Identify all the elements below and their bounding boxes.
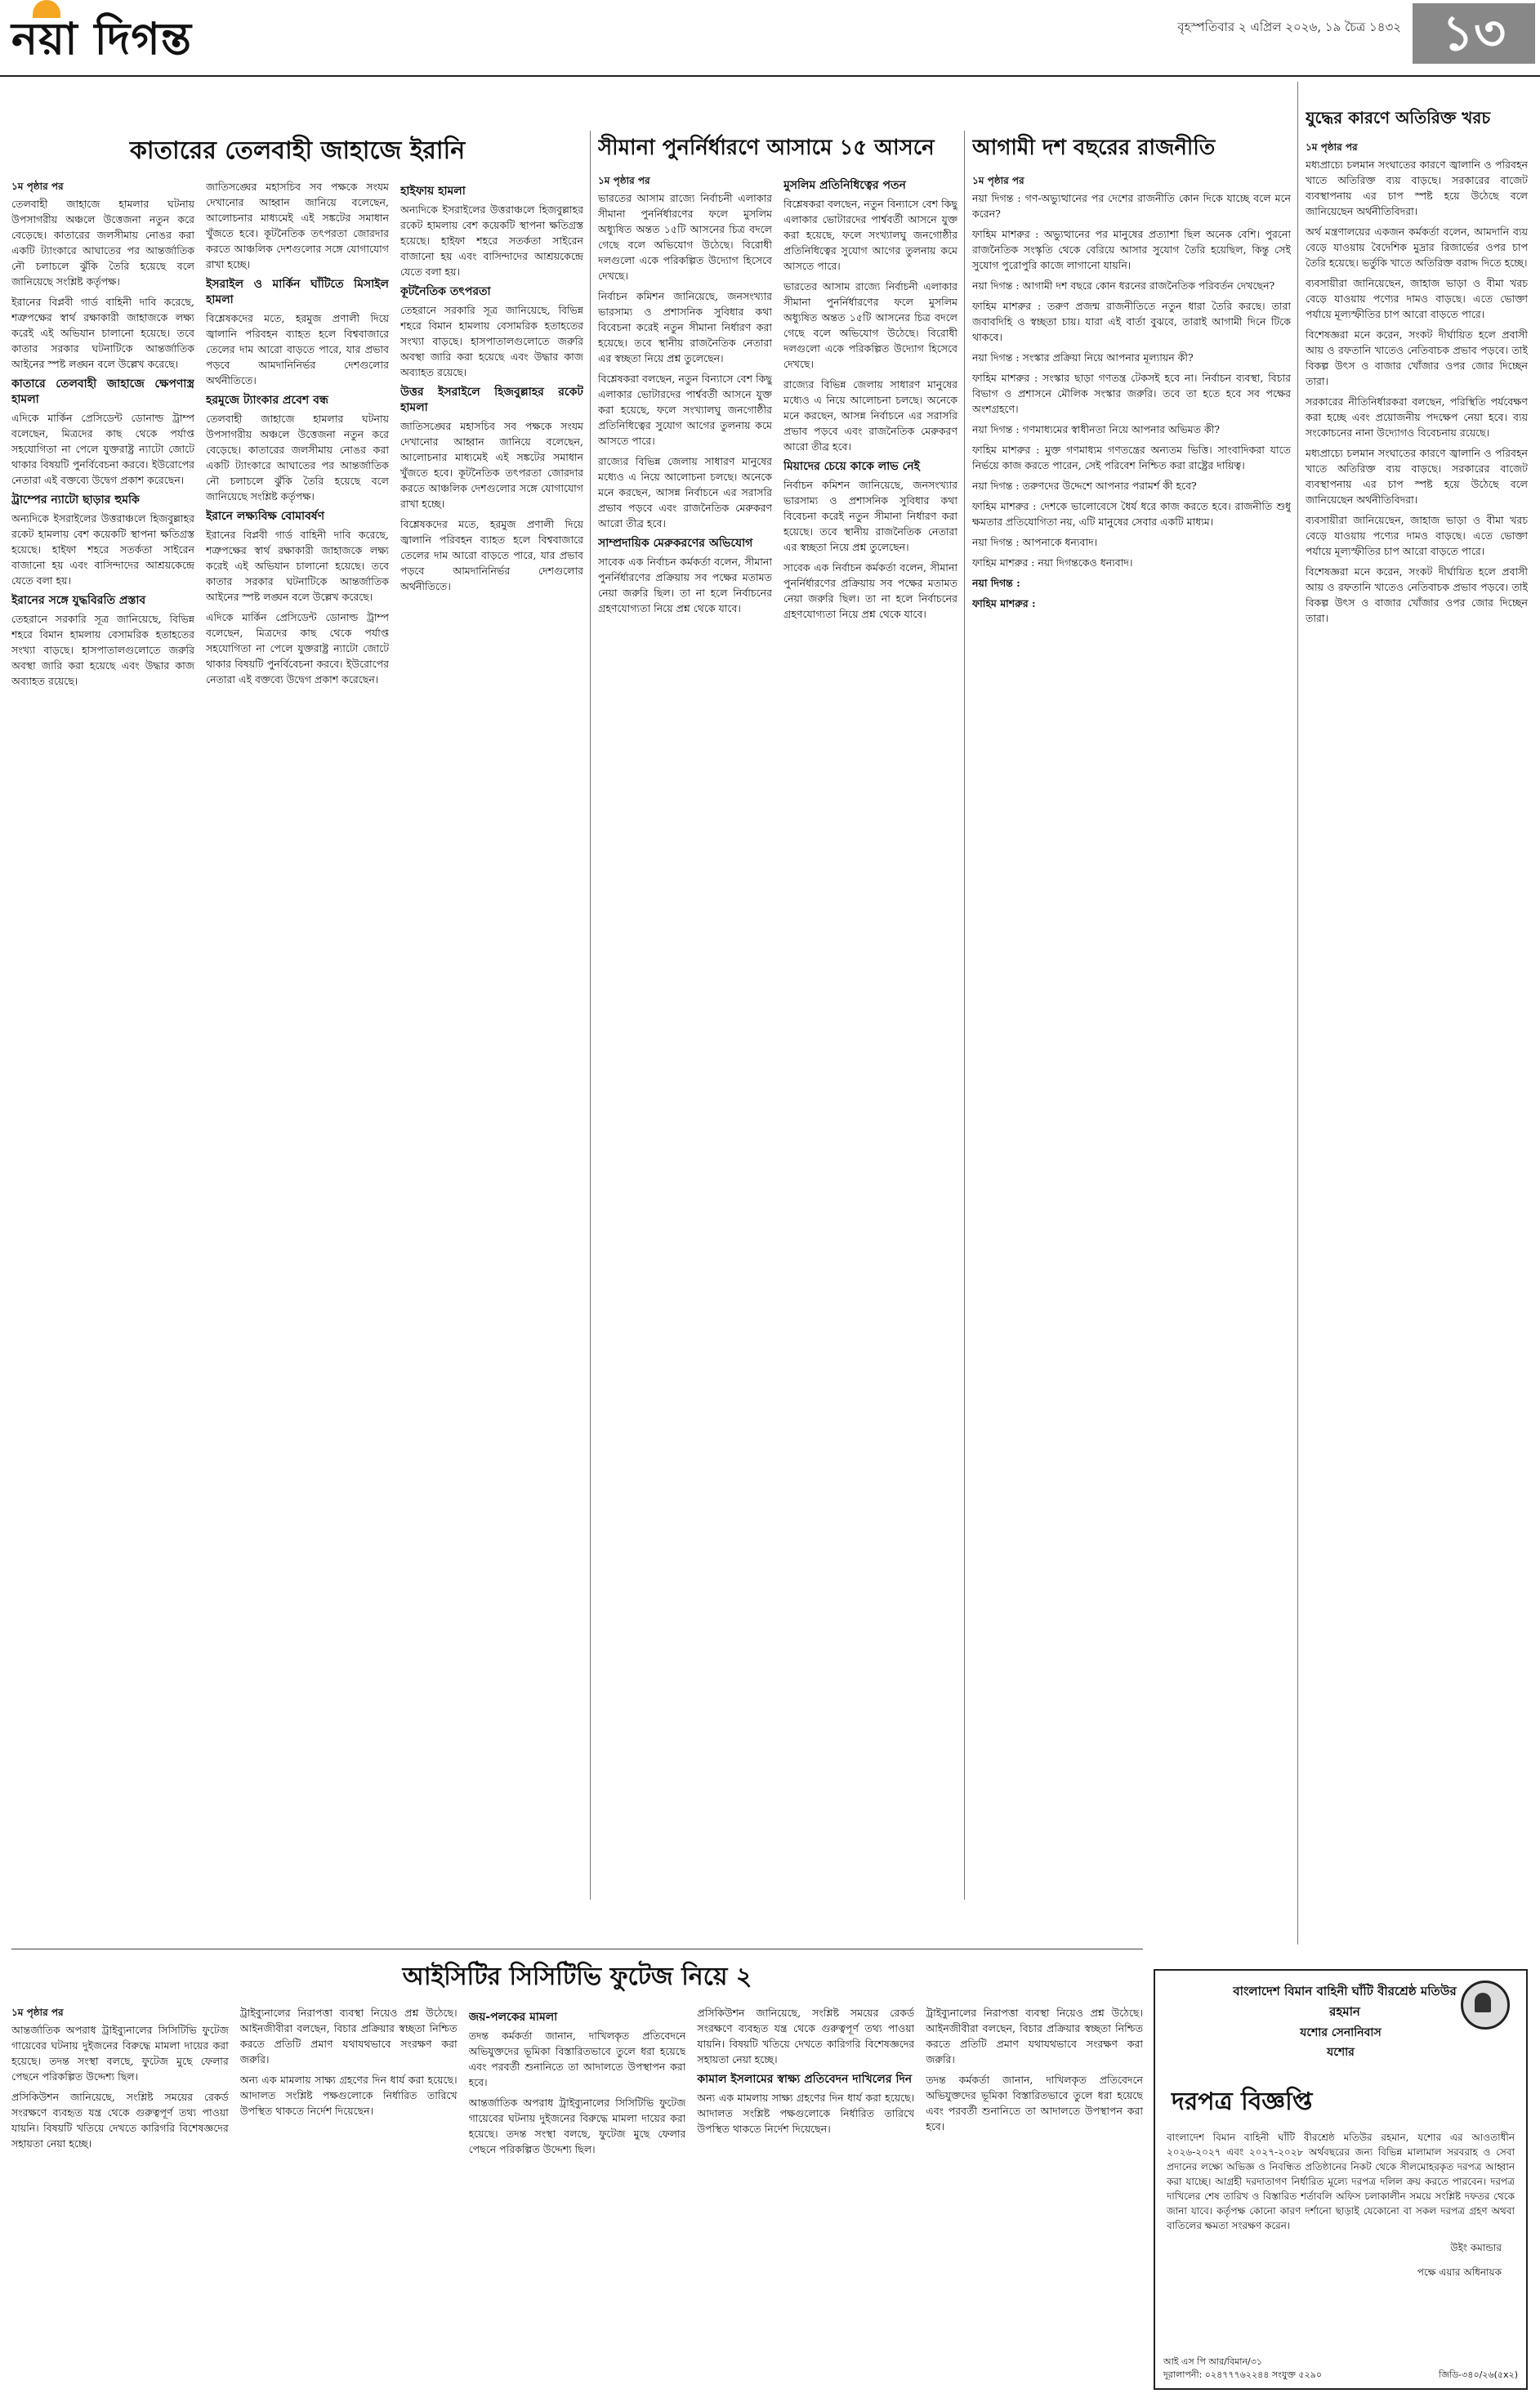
qa-paragraph: নয়া দিগন্ত : আপনাকে ধন্যবাদ। [972,536,1098,548]
article-qatar [11,131,583,1900]
qa-paragraph: নয়া দিগন্ত : তরুণদের উদ্দেশে আপনার পরামর্শ কী হবে? [972,480,1197,492]
icity-columns [11,2005,1143,2162]
paragraph: প্রসিকিউশন জানিয়েছে, সংশ্লিষ্ট সময়ের রেকর্ড সংরক্ষণে ব্যবহৃত যন্ত্র থেকে গুরুত্বপূর্ণ তথ্য পাওয়া যায়নি। বিষয়টি খতিয়ে দেখতে কারিগরি বিশেষজ্ঞদের সহায়তা নেয়া হচ্ছে। [11,2091,229,2150]
respondent-label: ফাহিম মাশরুর : [972,597,1036,610]
paragraph: তদন্ত কর্মকর্তা জানান, দাখিলকৃত প্রতিবেদনে অভিযুক্তদের ভূমিকা বিস্তারিতভাবে তুলে ধরা হয়েছে এবং পরবর্তী শুনানিতে তা আদালতে উপস্থাপন করা হবে। [926,2074,1143,2132]
paragraph: সাবেক এক নির্বাচন কর্মকর্তা বলেন, সীমানা পুনর্নির্ধারণের প্রক্রিয়ায় সব পক্ষের মতামত নেয়া জরুরি ছিল। তা না হলে নির্বাচনের গ্রহণযোগ্যতা নিয়ে প্রশ্ন থেকে যাবে। [598,556,772,614]
paragraph: এদিকে মার্কিন প্রেসিডেন্ট ডোনাল্ড ট্রাম্প বলেছেন, মিত্রদের কাছ থেকে পর্যাপ্ত সহযোগিতা না পেলে যুক্তরাষ্ট্র ন্যাটো জোটে থাকার বিষয়টি পুনর্বিবেচনা করবে। ইউরোপের নেতারা এই বক্তব্যে উদ্বেগ প্রকাশ করেছেন। [11,412,194,486]
qatar-column-2 [206,179,389,694]
paragraph: ইরানের বিপ্লবী গার্ড বাহিনী দাবি করেছে, শত্রুপক্ষের স্বার্থ রক্ষাকারী জাহাজকে লক্ষ্য করেই এই অভিযান চালানো হয়েছে। তবে কাতার সরকার ঘটনাটিকে আন্তর্জাতিক আইনের স্পষ্ট লঙ্ঘন বলে উল্লেখ করেছে। [11,296,194,370]
icity-column-1 [11,2005,229,2162]
paragraph: আন্তর্জাতিক অপরাধ ট্রাইব্যুনালের সিসিটিভি ফুটেজ গায়েবের ঘটনায় দুইজনের বিরুদ্ধে মামলা দায়ের করা হয়েছে। তদন্ত সংস্থা বলছে, ফুটেজ মুছে ফেলার পেছনে পরিকল্পিত উদ্দেশ্য ছিল। [11,2024,229,2083]
continuation-ref: ১ম পৃষ্ঠার পর [598,175,650,186]
subhead: হাইফায় হামলা [400,185,466,198]
subhead: ইসরাইল ও মার্কিন ঘাঁটিতে মিসাইল হামলা [206,278,389,306]
qa-paragraph: ফাহিম মাশরুর : অভ্যুত্থানের পর মানুষের প্রত্যাশা ছিল অনেক বেশি। পুরনো রাজনৈতিক সংস্কৃতি থেকে বেরিয়ে আসার সুযোগ তৈরি হয়েছিল, কিন্তু সেই সুযোগ পুরোপুরি কাজে লাগানো যায়নি। [972,228,1291,271]
column-divider [590,131,591,1900]
paragraph: ভারতের আসাম রাজ্যে নির্বাচনী এলাকার সীমানা পুনর্নির্ধারণের ফলে মুসলিম অধ্যুষিত অন্তত ১৫টি আসনের চিত্র বদলে গেছে বলে অভিযোগ উঠেছে। বিরোধী দলগুলো একে পরিকল্পিত উদ্যোগ হিসেবে দেখছে। [598,192,772,282]
qa-paragraph: নয়া দিগন্ত : সংস্কার প্রক্রিয়া নিয়ে আপনার মূল্যায়ন কী? [972,351,1194,364]
article-icity [11,1957,1143,2390]
article-war-cost [1306,106,1528,1957]
paragraph: ব্যবসায়ীরা জানিয়েছেন, জাহাজ ভাড়া ও বীমা খরচ বেড়ে যাওয়ায় পণ্যের দামও বাড়ছে। এতে ভোক্তা পর্যায়ে মূল্যস্ফীতির চাপ আরো বাড়তে পারে। [1306,277,1528,320]
paragraph: তদন্ত কর্মকর্তা জানান, দাখিলকৃত প্রতিবেদনে অভিযুক্তদের ভূমিকা বিস্তারিতভাবে তুলে ধরা হয়েছে এবং পরবর্তী শুনানিতে তা আদালতে উপস্থাপন করা হবে। [468,2030,686,2088]
qa-paragraph: নয়া দিগন্ত : আগামী দশ বছরে কোন ধরনের রাজনৈতিক পরিবর্তন দেখছেন? [972,279,1275,292]
continuation-ref: ১ম পৃষ্ঠার পর [972,175,1024,186]
subhead: মুসলিম প্রতিনিধিত্বের পতন [783,179,906,192]
paragraph: সরকারের নীতিনির্ধারকরা বলছেন, পরিস্থিতি পর্যবেক্ষণ করা হচ্ছে এবং প্রয়োজনীয় পদক্ষেপ নেয়া হবে। ব্যয় সংকোচনের নানা উদ্যোগও বিবেচনায় রয়েছে। [1306,395,1528,439]
paragraph: সাবেক এক নির্বাচন কর্মকর্তা বলেন, সীমানা পুনর্নির্ধারণের প্রক্রিয়ায় সব পক্ষের মতামত নেয়া জরুরি ছিল। তা না হলে নির্বাচনের গ্রহণযোগ্যতা নিয়ে প্রশ্ন থেকে যাবে। [783,561,957,620]
paragraph: নির্বাচন কমিশন জানিয়েছে, জনসংখ্যার ভারসাম্য ও প্রশাসনিক সুবিধার কথা বিবেচনা করেই নতুন সীমানা নির্ধারণ করা হয়েছে। তবে স্থানীয় রাজনৈতিক নেতারা এর স্বচ্ছতা নিয়ে প্রশ্ন তুলেছেন। [598,290,772,364]
ad-phone: দূরালাপনী: ০২৪৭৭৭৬২২৪৪ সংযুক্ত ৫২৯০ [1163,2369,1323,2380]
article-politics [972,131,1291,1940]
continuation-ref: ১ম পৃষ্ঠার পর [11,181,64,192]
subhead: ট্রাম্পের ন্যাটো ছাড়ার হুমকি [11,493,140,507]
war-cost-columns [1306,140,1528,631]
paragraph: মধ্যপ্রাচ্যে চলমান সংঘাতের কারণে জ্বালানি ও পরিবহন খাতে অতিরিক্ত ব্যয় বাড়ছে। সরকারের বাজেট ব্যবস্থাপনায় এর চাপ স্পষ্ট হয়ে উঠেছে বলে জানিয়েছেন অর্থনীতিবিদরা। [1306,159,1528,217]
article-assam [598,131,957,1900]
continuation-ref: ১ম পৃষ্ঠার পর [1306,141,1358,153]
paragraph: অন্য এক মামলায় সাক্ষ্য গ্রহণের দিন ধার্য করা হয়েছে। আদালত সংশ্লিষ্ট পক্ষগুলোকে নির্ধারিত তারিখে উপস্থিত থাকতে নির্দেশ দিয়েছেন। [697,2092,915,2135]
icity-column-2 [240,2005,458,2162]
paragraph: আন্তর্জাতিক অপরাধ ট্রাইব্যুনালের সিসিটিভি ফুটেজ গায়েবের ঘটনায় দুইজনের বিরুদ্ধে মামলা দায়ের করা হয়েছে। তদন্ত সংস্থা বলছে, ফুটেজ মুছে ফেলার পেছনে পরিকল্পিত উদ্দেশ্য ছিল। [468,2097,686,2155]
headline-politics: আগামী দশ বছরের রাজনীতি [972,136,1216,160]
masthead [0,0,1540,78]
paragraph: অন্যদিকে ইসরাইলের উত্তরাঞ্চলে হিজবুল্লাহর রকেট হামলায় বেশ কয়েকটি স্থাপনা ক্ষতিগ্রস্ত হয়েছে। হাইফা শহরে সতর্কতা সাইরেন বাজানো হয় এবং বাসিন্দাদের আশ্রয়কেন্দ্রে যেতে বলা হয়। [400,203,583,278]
ad-heading: দরপত্র বিজ্ঞপ্তি [1172,2088,1313,2116]
paragraph: মধ্যপ্রাচ্যে চলমান সংঘাতের কারণে জ্বালানি ও পরিবহন খাতে অতিরিক্ত ব্যয় বাড়ছে। সরকারের বাজেট ব্যবস্থাপনায় এর চাপ স্পষ্ট হয়ে উঠেছে বলে জানিয়েছেন অর্থনীতিবিদরা। [1306,447,1528,506]
ad-signature: উইং কমান্ডার [1450,2242,1502,2253]
paragraph: তেহরানে সরকারি সূত্র জানিয়েছে, বিভিন্ন শহরে বিমান হামলায় বেসামরিক হতাহতের সংখ্যা বাড়ছে। হাসপাতালগুলোতে জরুরি অবস্থা জারি করা হয়েছে এবং উদ্ধার কাজ অব্যাহত রয়েছে। [11,613,194,687]
qa-paragraph: ফাহিম মাশরুর : দেশকে ভালোবেসে ধৈর্য ধরে কাজ করতে হবে। রাজনীতি শুধু ক্ষমতার প্রতিযোগিতা নয়, এটি মানুষের সেবার একটি মাধ্যম। [972,500,1291,528]
qa-paragraph: ফাহিম মাশরুর : তরুণ প্রজন্ম রাজনীতিতে নতুন ধারা তৈরি করছে। তারা জবাবদিহি ও স্বচ্ছতা চায়। যারা এই বার্তা বুঝবে, তারাই আগামী দিনে টিকে থাকবে। [972,300,1291,343]
subhead: ইরানে লক্ষ্যবিক্ষ বোমাবর্ষণ [206,510,325,523]
ad-ref: আই এস পি আর/বিমান/৩১ [1163,2356,1263,2367]
subhead: সাম্প্রদায়িক মেরুকরণের অভিযোগ [598,537,753,550]
qa-paragraph: নয়া দিগন্ত : গণমাধ্যমের স্বাধীনতা নিয়ে আপনার অভিমত কী? [972,423,1220,435]
subhead: মিয়াদের চেয়ে কাকে লাভ নেই [783,460,920,473]
interviewer-label: নয়া দিগন্ত : [972,577,1020,589]
paragraph: এদিকে মার্কিন প্রেসিডেন্ট ডোনাল্ড ট্রাম্প বলেছেন, মিত্রদের কাছ থেকে পর্যাপ্ত সহযোগিতা না পেলে যুক্তরাষ্ট্র ন্যাটো জোটে থাকার বিষয়টি পুনর্বিবেচনা করবে। ইউরোপের নেতারা এই বক্তব্যে উদ্বেগ প্রকাশ করেছেন। [206,611,389,685]
icity-column-4 [697,2005,914,2162]
paragraph: অর্থ মন্ত্রণালয়ের একজন কর্মকর্তা বলেন, আমদানি ব্যয় বেড়ে যাওয়ায় বৈদেশিক মুদ্রার রিজার্ভের ওপর চাপ তৈরি হয়েছে। ভর্তুকি খাতে অতিরিক্ত বরাদ্দ দিতে হচ্ছে। [1306,226,1528,269]
paragraph: তেহরানে সরকারি সূত্র জানিয়েছে, বিভিন্ন শহরে বিমান হামলায় বেসামরিক হতাহতের সংখ্যা বাড়ছে। হাসপাতালগুলোতে জরুরি অবস্থা জারি করা হয়েছে এবং উদ্ধার কাজ অব্যাহত রয়েছে। [400,304,583,378]
ad-code: জিডি-৩৪০/২৬(৫x২) [1438,2369,1518,2380]
paragraph: বিশ্লেষকরা বলছেন, নতুন বিন্যাসে বেশ কিছু এলাকার ভোটারদের পার্শ্ববর্তী আসনে যুক্ত করা হয়েছে, ফলে সংখ্যালঘু জনগোষ্ঠীর প্রতিনিধিত্বের সুযোগ আগের তুলনায় কমে আসতে পারে। [783,198,957,272]
assam-column-2 [783,173,957,627]
continuation-ref: ১ম পৃষ্ঠার পর [11,2007,64,2018]
war-cost-column-1 [1306,140,1528,631]
assam-columns [598,173,957,627]
masthead-rule [0,75,1540,77]
paragraph: অন্য এক মামলায় সাক্ষ্য গ্রহণের দিন ধার্য করা হয়েছে। আদালত সংশ্লিষ্ট পক্ষগুলোকে নির্ধারিত তারিখে উপস্থিত থাকতে নির্দেশ দিয়েছেন। [239,2074,458,2117]
paragraph: তেলবাহী জাহাজে হামলার ঘটনায় উপসাগরীয় অঞ্চলে উত্তেজনা নতুন করে বেড়েছে। কাতারের জলসীমায় নোঙর করা একটি ট্যাংকারে আঘাতের পর আন্তর্জাতিক নৌ চলাচলে ঝুঁকি তৈরি হয়েছে বলে জানিয়েছে সংশ্লিষ্ট কর্তৃপক্ষ। [11,198,194,288]
paragraph: বিশ্লেষকদের মতে, হরমুজ প্রণালী দিয়ে জ্বালানি পরিবহন ব্যাহত হলে বিশ্ববাজারে তেলের দাম আরো বাড়তে পারে, যার প্রভাব পড়বে আমদানিনির্ভর দেশগুলোর অর্থনীতিতে। [206,312,389,386]
page-number: ১৩ [1413,3,1535,64]
paragraph: বিশ্লেষকদের মতে, হরমুজ প্রণালী দিয়ে জ্বালানি পরিবহন ব্যাহত হলে বিশ্ববাজারে তেলের দাম আরো বাড়তে পারে, যার প্রভাব পড়বে আমদানিনির্ভর দেশগুলোর অর্থনীতিতে। [400,518,583,592]
qa-paragraph: ফাহিম মাশরুর : মুক্ত গণমাধ্যম গণতন্ত্রের অন্যতম ভিত্তি। সাংবাদিকরা যাতে নির্ভয়ে কাজ করতে পারেন, সেই পরিবেশ নিশ্চিত করা রাষ্ট্রের দায়িত্ব। [972,444,1291,471]
paragraph: বিশেষজ্ঞরা মনে করেন, সংকট দীর্ঘায়িত হলে প্রবাসী আয় ও রফতানি খাতেও নেতিবাচক প্রভাব পড়বে। তাই বিকল্প উৎস ও বাজার খোঁজার ওপর জোর দিচ্ছেন তারা। [1306,328,1528,387]
qa-paragraph: ফাহিম মাশরুর : নয়া দিগন্তকেও ধন্যবাদ। [972,556,1133,569]
qa-paragraph: ফাহিম মাশরুর : সংস্কার ছাড়া গণতন্ত্র টেকসই হবে না। নির্বাচন ব্যবস্থা, বিচার বিভাগ ও প্রশাসনে মৌলিক সংস্কার জরুরি। তবে তা হতে হবে সব পক্ষের অংশগ্রহণে। [972,372,1291,415]
paragraph: প্রসিকিউশন জানিয়েছে, সংশ্লিষ্ট সময়ের রেকর্ড সংরক্ষণে ব্যবহৃত যন্ত্র থেকে গুরুত্বপূর্ণ তথ্য পাওয়া যায়নি। বিষয়টি খতিয়ে দেখতে কারিগরি বিশেষজ্ঞদের সহায়তা নেয়া হচ্ছে। [697,2007,915,2065]
paragraph: ভারতের আসাম রাজ্যে নির্বাচনী এলাকার সীমানা পুনর্নির্ধারণের ফলে মুসলিম অধ্যুষিত অন্তত ১৫টি আসনের চিত্র বদলে গেছে বলে অভিযোগ উঠেছে। বিরোধী দলগুলো একে পরিকল্পিত উদ্যোগ হিসেবে দেখছে। [783,280,957,370]
qatar-column-3 [400,179,583,694]
qatar-column-1 [11,179,194,694]
ad-city-line: যশোর [1327,2046,1355,2059]
paragraph: বিশেষজ্ঞরা মনে করেন, সংকট দীর্ঘায়িত হলে প্রবাসী আয় ও রফতানি খাতেও নেতিবাচক প্রভাব পড়বে। তাই বিকল্প উৎস ও বাজার খোঁজার ওপর জোর দিচ্ছেন তারা। [1306,565,1528,624]
ad-unit-line: যশোর সেনানিবাস [1300,2026,1382,2039]
paragraph: জাতিসঙ্ঘের মহাসচিব সব পক্ষকে সংযম দেখানোর আহ্বান জানিয়ে বলেছেন, আলোচনার মাধ্যমেই এই সঙ্কটের সমাধান খুঁজতে হবে। কূটনৈতিক তৎপরতা জোরদার করতে আঞ্চলিক দেশগুলোর সঙ্গে যোগাযোগ রাখা হচ্ছে। [400,420,583,510]
subhead: জয়-পলকের মামলা [468,2011,558,2024]
paragraph: ব্যবসায়ীরা জানিয়েছেন, জাহাজ ভাড়া ও বীমা খরচ বেড়ে যাওয়ায় পণ্যের দামও বাড়ছে। এতে ভোক্তা পর্যায়ে মূল্যস্ফীতির চাপ আরো বাড়তে পারে। [1306,514,1528,557]
headline-war-cost: যুদ্ধের কারণে অতিরিক্ত খরচ [1306,108,1491,127]
newspaper-logo: নয়া দিগন্ত [11,13,192,65]
air-force-emblem-icon [1461,1980,1510,2030]
paragraph: ট্রাইব্যুনালের নিরাপত্তা ব্যবস্থা নিয়েও প্রশ্ন উঠেছে। আইনজীবীরা বলছেন, বিচার প্রক্রিয়ার স্বচ্ছতা নিশ্চিত করতে প্রতিটি প্রমাণ যথাযথভাবে সংরক্ষণ করা জরুরি। [926,2007,1143,2065]
column-divider [1297,82,1298,1945]
paragraph: ইরানের বিপ্লবী গার্ড বাহিনী দাবি করেছে, শত্রুপক্ষের স্বার্থ রক্ষাকারী জাহাজকে লক্ষ্য করেই এই অভিযান চালানো হয়েছে। তবে কাতার সরকার ঘটনাটিকে আন্তর্জাতিক আইনের স্পষ্ট লঙ্ঘন বলে উল্লেখ করেছে। [206,529,389,603]
subhead: ইরানের সঙ্গে যুদ্ধবিরতি প্রস্তাব [11,594,146,607]
paragraph: রাজ্যের বিভিন্ন জেলায় সাধারণ মানুষের মধ্যেও এ নিয়ে আলোচনা চলছে। অনেকে মনে করছেন, আসন্ন নির্বাচনে এর সরাসরি প্রভাব পড়বে এবং রাজনৈতিক মেরুকরণ আরো তীব্র হবে। [598,455,772,529]
paragraph: তেলবাহী জাহাজে হামলার ঘটনায় উপসাগরীয় অঞ্চলে উত্তেজনা নতুন করে বেড়েছে। কাতারের জলসীমায় নোঙর করা একটি ট্যাংকারে আঘাতের পর আন্তর্জাতিক নৌ চলাচলে ঝুঁকি তৈরি হয়েছে বলে জানিয়েছে সংশ্লিষ্ট কর্তৃপক্ষ। [206,413,389,502]
paragraph: অন্যদিকে ইসরাইলের উত্তরাঞ্চলে হিজবুল্লাহর রকেট হামলায় বেশ কয়েকটি স্থাপনা ক্ষতিগ্রস্ত হয়েছে। হাইফা শহরে সতর্কতা সাইরেন বাজানো হয় এবং বাসিন্দাদের আশ্রয়কেন্দ্রে যেতে বলা হয়। [11,512,194,587]
politics-columns [972,173,1291,616]
paragraph: নির্বাচন কমিশন জানিয়েছে, জনসংখ্যার ভারসাম্য ও প্রশাসনিক সুবিধার কথা বিবেচনা করেই নতুন সীমানা নির্ধারণ করা হয়েছে। তবে স্থানীয় রাজনৈতিক নেতারা এর স্বচ্ছতা নিয়ে প্রশ্ন তুলেছেন। [783,479,957,553]
politics-column-1 [972,173,1291,616]
ad-body: বাংলাদেশ বিমান বাহিনী ঘাঁটি বীরশ্রেষ্ঠ মতিউর রহমান, যশোর এর আওতাধীন ২০২৬-২০২৭ এবং ২০২৭-২০২৮ অর্থবছরের জন্য বিভিন্ন মালামাল সরবরাহ ও সেবা প্রদানের লক্ষ্যে অভিজ্ঞ ও নিবন্ধিত প্রতিষ্ঠানের নিকট থেকে সীলমোহরকৃত দরপত্র আহ্বান করা যাচ্ছে। আগ্রহী দরদাতাগণ নির্ধারিত মূল্যে দরপত্র দলিল ক্রয় করতে পারবেন। দরপত্র দাখিলের শেষ তারিখ ও বিস্তারিত শর্তাবলি অফিস চলাকালীন সময়ে সংশ্লিষ্ট দফতর থেকে জানা যাবে। কর্তৃপক্ষ কোনো কারণ দর্শানো ছাড়াই যেকোনো বা সকল দরপত্র গ্রহণ অথবা বাতিলের ক্ষমতা সংরক্ষণ করেন। [1167,2132,1515,2231]
assam-column-1 [598,173,772,627]
qa-paragraph: নয়া দিগন্ত : গণ-অভ্যুত্থানের পর দেশের রাজনীতি কোন দিকে যাচ্ছে বলে মনে করেন? [972,192,1291,220]
headline-qatar: কাতারের তেলবাহী জাহাজে ইরানি [129,136,466,165]
paragraph: ট্রাইব্যুনালের নিরাপত্তা ব্যবস্থা নিয়েও প্রশ্ন উঠেছে। আইনজীবীরা বলছেন, বিচার প্রক্রিয়ার স্বচ্ছতা নিশ্চিত করতে প্রতিটি প্রমাণ যথাযথভাবে সংরক্ষণ করা জরুরি। [239,2007,458,2065]
column-divider [964,131,965,1900]
paragraph: বিশ্লেষকরা বলছেন, নতুন বিন্যাসে বেশ কিছু এলাকার ভোটারদের পার্শ্ববর্তী আসনে যুক্ত করা হয়েছে, ফলে সংখ্যালঘু জনগোষ্ঠীর প্রতিনিধিত্বের সুযোগ আগের তুলনায় কমে আসতে পারে। [598,373,772,447]
subhead: হরমুজে ট্যাংকার প্রবেশ বন্ধ [206,394,328,407]
ad-org-line: বাংলাদেশ বিমান বাহিনী ঘাঁটি বীরশ্রেষ্ঠ মতিউর রহমান [1233,1984,1457,2019]
qatar-columns [11,179,583,694]
paragraph: রাজ্যের বিভিন্ন জেলায় সাধারণ মানুষের মধ্যেও এ নিয়ে আলোচনা চলছে। অনেকে মনে করছেন, আসন্ন নির্বাচনে এর সরাসরি প্রভাব পড়বে এবং রাজনৈতিক মেরুকরণ আরো তীব্র হবে। [783,378,957,453]
headline-assam: সীমানা পুনর্নির্ধারণে আসামে ১৫ আসনে [598,136,935,160]
subhead: কাতারে তেলবাহী জাহাজে ক্ষেপণাস্ত্র হামলা [11,377,194,406]
subhead: কূটনৈতিক তৎপরতা [400,285,491,298]
paragraph: জাতিসঙ্ঘের মহাসচিব সব পক্ষকে সংযম দেখানোর আহ্বান জানিয়ে বলেছেন, আলোচনার মাধ্যমেই এই সঙ্কটের সমাধান খুঁজতে হবে। কূটনৈতিক তৎপরতা জোরদার করতে আঞ্চলিক দেশগুলোর সঙ্গে যোগাযোগ রাখা হচ্ছে। [206,181,389,270]
date-line: বৃহস্পতিবার ২ এপ্রিল ২০২৬, ১৯ চৈত্র ১৪৩২ [1177,20,1401,34]
subhead: কামাল ইসলামের স্বাক্ষ্য প্রতিবেদন দাখিলের দিন [697,2073,913,2086]
ad-signature-sub: পক্ষে এয়ার অধিনায়ক [1417,2266,1502,2278]
icity-column-3 [469,2005,686,2162]
subhead: উত্তর ইসরাইলে হিজবুল্লাহর রকেট হামলা [400,386,583,414]
icity-column-5 [926,2005,1143,2162]
headline-icity: আইসিটির সিসিটিভি ফুটেজ নিয়ে ২ [402,1963,752,1991]
tender-notice-ad [1154,1969,1528,2390]
